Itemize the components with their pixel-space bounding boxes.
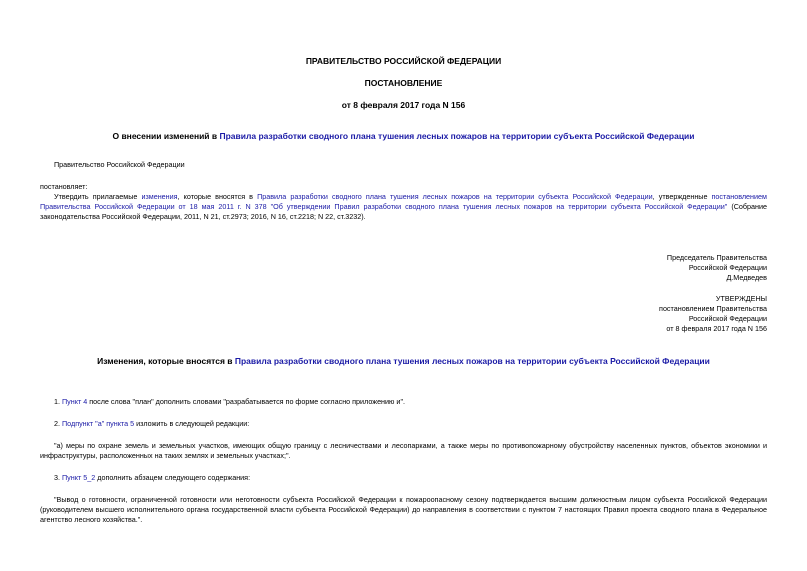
changes-title [0,356,807,366]
government-heading: ПРАВИТЕЛЬСТВО РОССИЙСКОЙ ФЕДЕРАЦИИ [305,56,502,66]
changes-title-prefix: Изменения, которые вносятся в [97,356,235,366]
item-2 [40,419,767,429]
preamble-text-b: , которые вносятся в [177,192,258,201]
changes-rules-link[interactable]: Правила разработки сводного плана тушения лесных пожаров на территории субъекта Российской Федерации [234,356,710,366]
approval-approved: УТВЕРЖДЕНЫ [715,294,767,303]
document-type: ПОСТАНОВЛЕНИЕ [364,78,443,88]
item-3-number: 3. [54,473,62,482]
item-2-clause-link[interactable]: пункта 5 [106,419,135,428]
resolution-378-link[interactable]: постановлением Правительства Российской Федерации от 18 мая 2011 г. N 378 "Об утверждении Правил разработки сводного плана тушения лесных пожаров на территории субъекта Российской Федерации" [40,192,767,211]
signature-position: Председатель Правительства [666,253,767,262]
signature-block [667,253,767,283]
approval-block [659,294,767,334]
signature-name: Д.Медведев [726,273,767,282]
item-3-link[interactable]: Пункт 5_2 [62,473,96,482]
item-2-number: 2. [54,419,62,428]
item-1-text: после слова "план" дополнить словами "разрабатывается по форме согласно приложению и". [87,397,405,406]
item-3-text: дополнить абзацем следующего содержания: [95,473,251,482]
item-1-number: 1. [54,397,62,406]
rules-link[interactable]: Правила разработки сводного плана тушения лесных пожаров на территории субъекта Российской Федерации [219,131,695,141]
item-1 [40,397,767,407]
item-2-subclause-link[interactable]: Подпункт "а" [62,419,105,428]
signature-country: Российской Федерации [688,263,767,272]
document-title [0,131,807,141]
approval-by-resolution: постановлением Правительства [659,304,767,313]
preamble-paragraph [40,192,767,222]
item-3 [40,473,767,483]
quote-1: "а) меры по охране земель и земельных участков, имеющих общую границу с лесничествами и лесопарками, а также меры по противопожарному обустройству населенных пунктов, объектов экономики и инфраструктуры, расположенных на таких землях и земельных участках;". [40,441,767,460]
preamble-government: Правительство Российской Федерации [54,160,185,169]
document-title-prefix: О внесении изменений в [112,131,220,141]
document-date: от 8 февраля 2017 года N 156 [341,100,466,110]
preamble-decrees: постановляет: [40,182,88,191]
approval-country: Российской Федерации [688,314,767,323]
item-2-text: изложить в следующей редакции: [134,419,250,428]
quote-2: "Вывод о готовности, ограниченной готовности или неготовности субъекта Российской Федерации к пожароопасному сезону подтверждается высшим должностным лицом субъекта Российской Федерации (руководителем высшего исполнительного органа государственной власти субъекта Российской Федерации) до направления в соответствии с пунктом 7 настоящих Правил проекта сводного плана в Федеральное агентство лесного хозяйства.". [40,495,767,524]
preamble-text-c: , утвержденные [652,192,712,201]
preamble-text-a: Утвердить прилагаемые [54,192,142,201]
rules-link-2[interactable]: Правила разработки сводного плана тушения лесных пожаров на территории субъекта Российской Федерации [257,192,653,201]
item-1-link[interactable]: Пункт 4 [62,397,88,406]
approval-date: от 8 февраля 2017 года N 156 [666,324,767,333]
preamble-text-d: (Собрание законодательства Российской Федерации, 2011, N 21, ст.2973; 2016, N 16, ст.2218; N 22, ст.3232). [40,202,767,221]
changes-link[interactable]: изменения [141,192,178,201]
